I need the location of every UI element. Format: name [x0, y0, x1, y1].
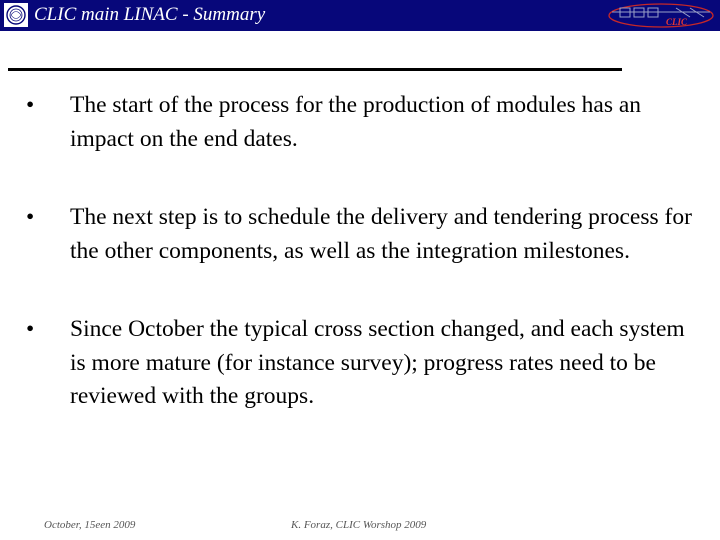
clic-logo-text: CLIC [666, 17, 688, 27]
bullet-item [26, 201, 706, 268]
bullet-marker: • [26, 204, 35, 230]
footer-date: October, 15een 2009 [44, 519, 136, 531]
bullet-item [26, 89, 706, 156]
bullet-text: The start of the process for the production of modules has an impact on the end dates. [70, 92, 642, 152]
bullet-marker: • [26, 316, 35, 342]
title-divider [8, 68, 622, 71]
bullet-text: The next step is to schedule the delivery and tendering process for the other components, as well as the integration milestones. [70, 204, 692, 264]
bullet-list [26, 89, 706, 414]
slide-header [0, 0, 720, 31]
bullet-item [26, 313, 706, 414]
bullet-text: Since October the typical cross section changed, and each system is more mature (for instance survey); progress rates need to be reviewed with the groups. [70, 316, 685, 409]
clic-logo-icon [606, 2, 716, 29]
bullet-marker: • [26, 92, 35, 118]
slide-header-title: CLIC main LINAC - Summary [34, 4, 266, 25]
cern-logo-icon [4, 3, 28, 27]
footer-author: K. Foraz, CLIC Worshop 2009 [291, 519, 427, 531]
